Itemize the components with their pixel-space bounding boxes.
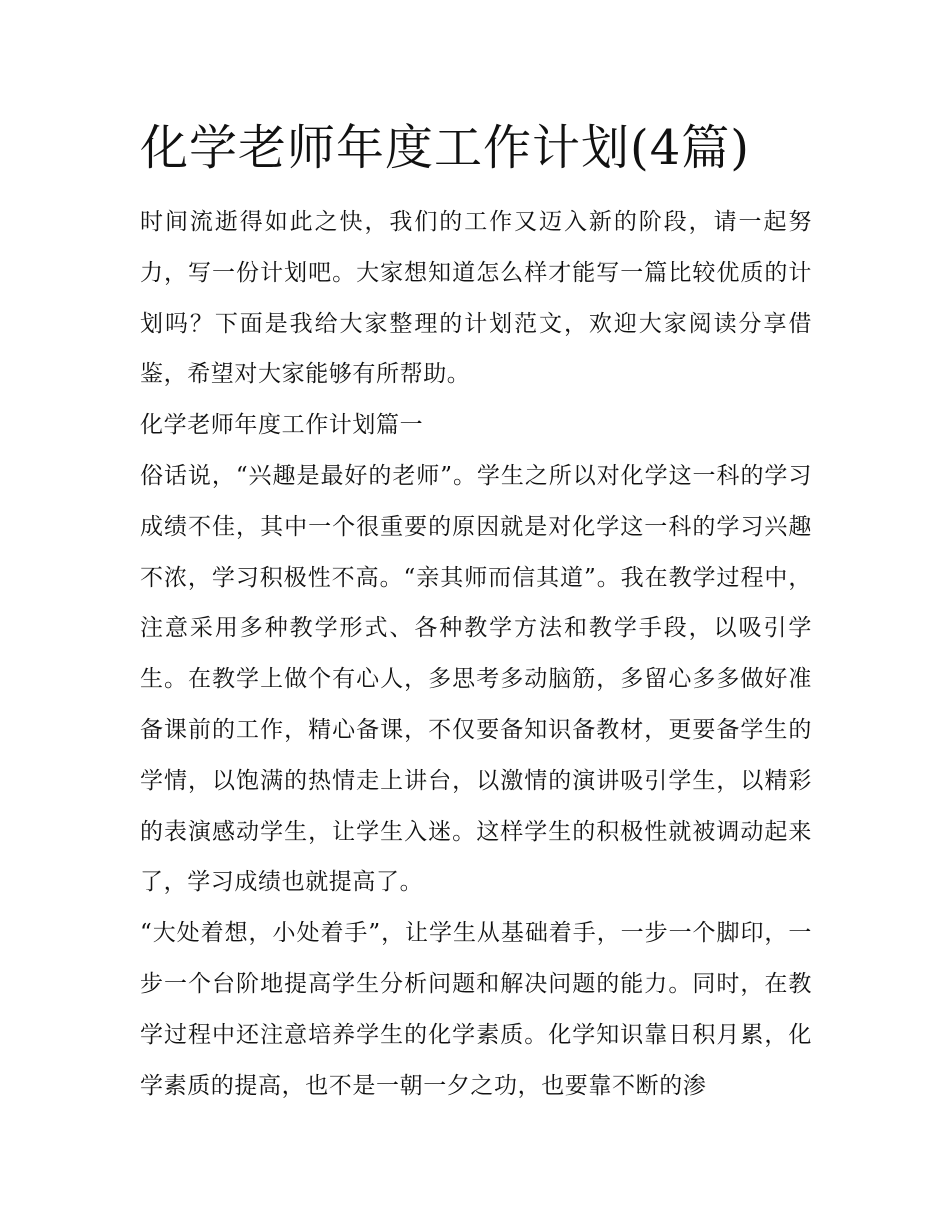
- document-body: [140, 197, 812, 1111]
- body-paragraph-2: “大处着想，小处着手”，让学生从基础着手，一步一个脚印，一步一个台阶地提高学生分析问题和解决问题的能力。同时，在教学过程中还注意培养学生的化学素质。化学知识靠日积月累，化学素质的提高，也不是一朝一夕之功，也要靠不断的渗: [140, 920, 812, 1099]
- section-heading: 化学老师年度工作计划篇一: [140, 412, 424, 439]
- intro-paragraph: 时间流逝得如此之快，我们的工作又迈入新的阶段，请一起努力，写一份计划吧。大家想知道怎么样才能写一篇比较优质的计划吗？下面是我给大家整理的计划范文，欢迎大家阅读分享借鉴，希望对大家能够有所帮助。: [140, 209, 812, 388]
- document-title: 化学老师年度工作计划(4篇): [140, 120, 750, 176]
- body-paragraph-1: 俗话说，“兴趣是最好的老师”。学生之所以对化学这一科的学习成绩不佳，其中一个很重要的原因就是对化学这一科的学习兴趣不浓，学习积极性不高。“亲其师而信其道”。我在教学过程中，注意采用多种教学形式、各种教学方法和教学手段，以吸引学生。在教学上做个有心人，多思考多动脑筋，多留心多多做好准备课前的工作，精心备课，不仅要备知识备教材，更要备学生的学情，以饱满的热情走上讲台，以激情的演讲吸引学生，以精彩的表演感动学生，让学生入迷。这样学生的积极性就被调动起来了，学习成绩也就提高了。: [140, 462, 812, 896]
